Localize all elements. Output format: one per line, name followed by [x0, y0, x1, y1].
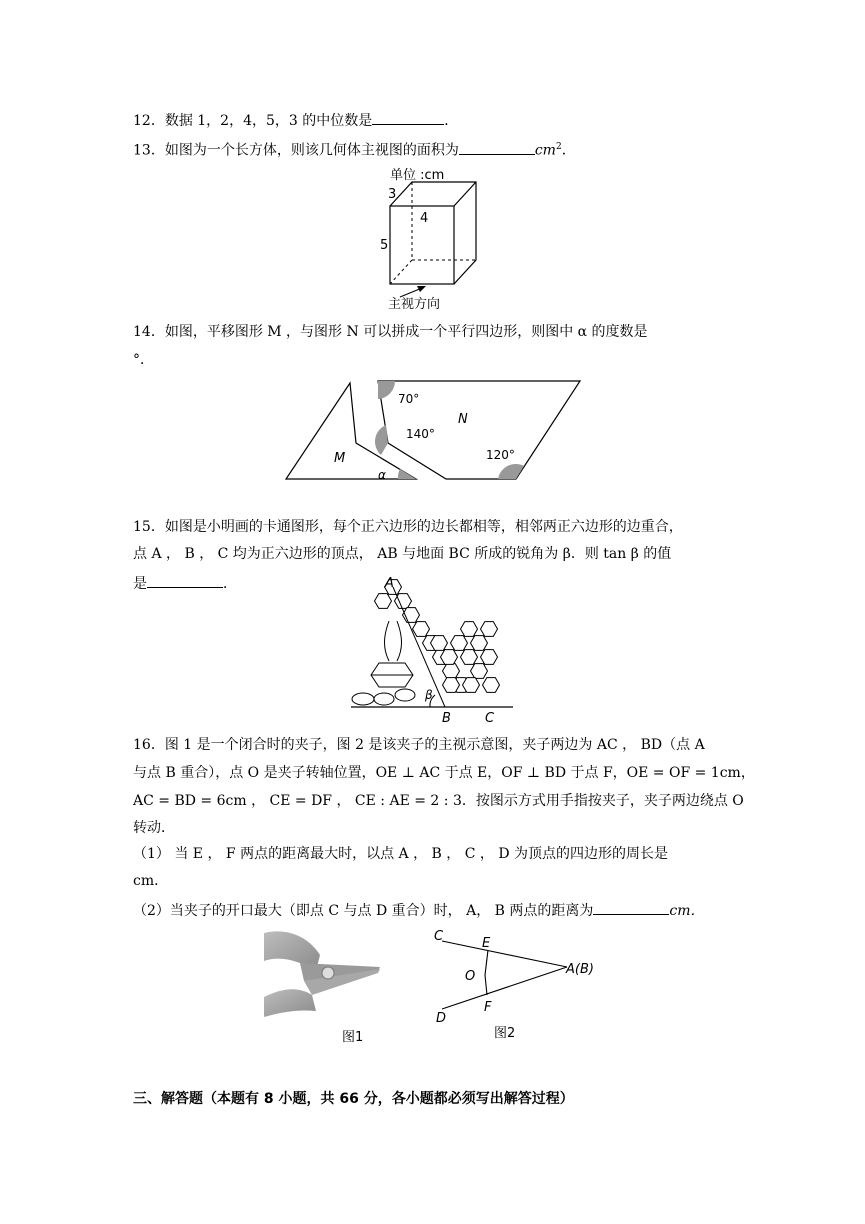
angle-120-label: 120°	[486, 448, 515, 462]
label-beta: β	[425, 688, 433, 702]
ellipse-3	[395, 689, 415, 701]
question-16-line2: 与点 B 重合），点 O 是夹子转轴位置，OE ⊥ AC 于点 E，OF ⊥ BD 于点 F，OE = OF = 1cm，	[133, 765, 755, 781]
angle-140-label: 140°	[406, 427, 435, 441]
question-15-line2: 点 A ， B ， C 均为正六边形的顶点， AB 与地面 BC 所成的锐角为 β．则 tan β 的值	[133, 546, 672, 562]
clip-photo	[264, 931, 380, 1017]
label-a-b: A(B)	[566, 962, 594, 977]
cuboid-figure	[370, 162, 500, 310]
question-14-line1: 14．如图，平移图形 M ，与图形 N 可以拼成一个平行四边形，则图中 α 的度数是	[133, 324, 648, 340]
label-o: O	[465, 969, 476, 984]
clip-schematic	[442, 941, 567, 1009]
question-16-line4: 转动．	[133, 820, 175, 836]
hexagon	[471, 664, 488, 679]
q13-text: 13．如图为一个长方体，则该几何体主视图的面积为	[133, 142, 459, 159]
q13-answer-blank[interactable]	[459, 140, 535, 155]
question-15-line3	[133, 573, 237, 593]
side-bd	[442, 967, 567, 1009]
label-n: N	[458, 412, 468, 427]
question-15-line1: 15．如图是小明画的卡通图形，每个正六边形的边长都相等，相邻两正六边形的边重合，	[133, 519, 683, 535]
q12-end: ．	[444, 113, 459, 129]
hexagon	[413, 622, 430, 637]
hexagon	[481, 622, 498, 637]
question-16-part2	[133, 900, 705, 920]
caption-figure-2: 图2	[494, 1026, 516, 1041]
hexagon	[443, 678, 460, 693]
unit-label: 单位 :cm	[390, 168, 445, 183]
hexagon	[471, 636, 488, 651]
segment-oe	[485, 950, 488, 975]
label-d: D	[436, 1011, 447, 1026]
q15-end: ．	[223, 576, 237, 592]
q13-unit: cm	[534, 142, 556, 159]
section-3-heading: 三、解答题（本题有 8 小题，共 66 分，各小题都必须写出解答过程）	[133, 1091, 574, 1107]
dim-4: 4	[420, 211, 429, 226]
label-m: M	[334, 451, 346, 466]
label-c: C	[485, 711, 495, 726]
question-12	[133, 110, 458, 130]
parallelogram-figure	[280, 375, 590, 485]
q16-part2-text: （2）当夹子的开口最大（即点 C 与点 D 重合）时， A， B 两点的距离为	[133, 903, 594, 919]
shape-m	[286, 383, 416, 479]
question-16-part1b: cm．	[133, 873, 169, 889]
hexagon	[461, 622, 478, 637]
label-a: A	[385, 576, 394, 591]
label-alpha: α	[378, 468, 386, 482]
cuboid-edge	[454, 182, 476, 206]
label-f: F	[484, 1000, 492, 1015]
q16-part2-unit: cm．	[669, 903, 705, 919]
hexagon	[375, 594, 392, 609]
label-c-fig2: C	[434, 929, 444, 944]
q16-answer-blank[interactable]	[593, 900, 669, 915]
hexagon-cartoon-figure	[345, 575, 515, 727]
caption-figure-1: 图1	[342, 1030, 364, 1045]
label-b: B	[442, 711, 451, 726]
question-14-line2: °．	[133, 352, 154, 368]
angle-70-label: 70°	[398, 392, 420, 406]
hexagon	[443, 664, 460, 679]
hexagon	[483, 678, 500, 693]
ellipse-1	[352, 693, 374, 705]
hexagon	[461, 650, 478, 665]
side-ac	[442, 941, 567, 967]
dim-3: 3	[388, 187, 397, 202]
q13-unit-power: 2	[555, 142, 562, 152]
q15-answer-blank[interactable]	[147, 573, 223, 588]
question-16-line3: AC = BD = 6cm ， CE = DF ， CE : AE = 2 : 3．按图示方式用手指按夹子，夹子两边绕点 O	[133, 793, 744, 809]
q15-line3-text: 是	[133, 576, 147, 592]
segment-of	[485, 975, 487, 995]
cuboid-hidden-edges	[390, 182, 476, 284]
q13-end: ．	[561, 142, 576, 159]
ellipse-2	[374, 693, 394, 705]
dim-5: 5	[380, 238, 389, 253]
hexagon	[441, 650, 458, 665]
q12-text: 12．数据 1，2，4，5，3 的中位数是	[133, 113, 373, 129]
q12-answer-blank[interactable]	[372, 110, 444, 125]
hexagon	[463, 678, 480, 693]
hexagon	[431, 636, 448, 651]
hexagon	[451, 636, 468, 651]
hexagon	[481, 650, 498, 665]
question-16-part1a: （1） 当 E ， F 两点的距离最大时，以点 A ， B ， C ， D 为顶点的四边形的周长是	[133, 846, 669, 862]
view-direction-label: 主视方向	[388, 297, 441, 310]
question-13	[133, 138, 576, 160]
label-e: E	[482, 936, 491, 951]
clip-figures	[260, 925, 620, 1053]
cuboid-back-edges	[390, 182, 476, 284]
question-16-line1: 16．图 1 是一个闭合时的夹子，图 2 是该夹子的主视示意图，夹子两边为 AC ， BD（点 A	[133, 737, 705, 753]
